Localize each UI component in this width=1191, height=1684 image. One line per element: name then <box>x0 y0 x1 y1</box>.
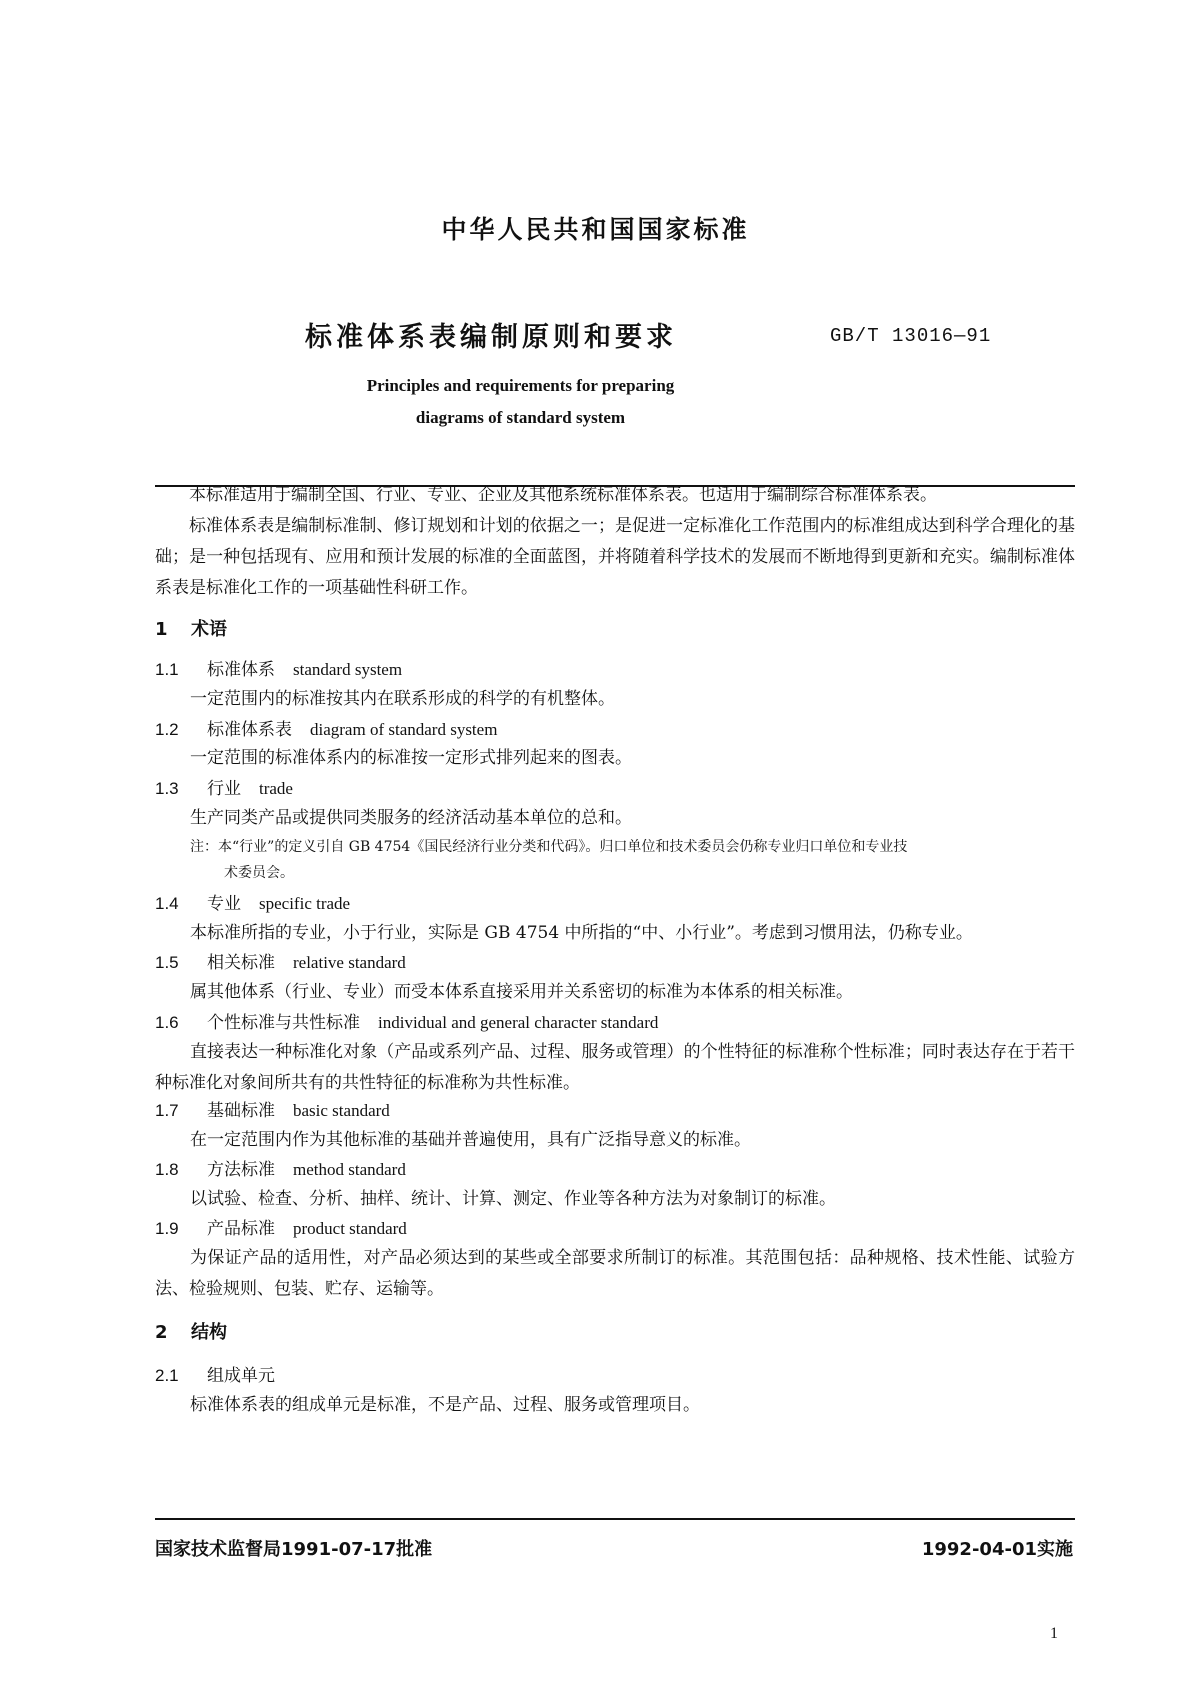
term-definition: 标准体系表的组成单元是标准，不是产品、过程、服务或管理项目。 <box>190 1395 700 1415</box>
term-1-1 <box>155 654 402 686</box>
term-en: method standard <box>293 1160 406 1179</box>
term-number: 1.2 <box>155 720 179 739</box>
note-line-1: 注：本“行业”的定义引自 GB 4754《国民经济行业分类和代码》。归口单位和技术委员会仍称专业归口单位和专业技 <box>190 839 908 855</box>
term-1-6 <box>155 1007 658 1039</box>
english-title-line-1: Principles and requirements for preparing <box>366 376 675 395</box>
term-2-1 <box>155 1360 275 1392</box>
term-zh: 相关标准 <box>207 953 275 973</box>
term-en: specific trade <box>259 894 351 913</box>
section-heading-terms <box>155 615 227 641</box>
national-standard-heading: 中华人民共和国国家标准 <box>441 215 750 244</box>
standard-number: GB/T 13016—91 <box>830 325 992 347</box>
intro-paragraph-1: 本标准适用于编制全国、行业、专业、企业及其他系统标准体系表。也适用于编制综合标准体系表。 <box>189 485 937 505</box>
term-definition: 一定范围内的标准按其内在联系形成的科学的有机整体。 <box>190 689 615 709</box>
page-title: 标准体系表编制原则和要求 <box>305 322 677 353</box>
section-number: 1 <box>155 619 168 640</box>
term-definition: 本标准所指的专业，小于行业，实际是 GB 4754 中所指的“中、小行业”。考虑到习惯用法，仍称专业。 <box>190 923 973 943</box>
term-definition: 一定范围的标准体系内的标准按一定形式排列起来的图表。 <box>190 748 632 768</box>
term-en: basic standard <box>293 1101 390 1120</box>
page-number: 1 <box>1050 1625 1058 1642</box>
term-zh: 组成单元 <box>207 1366 275 1386</box>
section-title: 结构 <box>191 1322 227 1343</box>
term-zh: 基础标准 <box>207 1101 275 1121</box>
term-number: 1.9 <box>155 1219 179 1238</box>
term-definition: 在一定范围内作为其他标准的基础并普遍使用，具有广泛指导意义的标准。 <box>190 1130 751 1150</box>
term-en: relative standard <box>293 953 406 972</box>
term-definition: 为保证产品的适用性，对产品必须达到的某些或全部要求所制订的标准。其范围包括：品种规格、技术性能、试验方法、检验规则、包装、贮存、运输等。 <box>155 1248 1075 1299</box>
term-1-2 <box>155 714 497 746</box>
term-zh: 专业 <box>207 894 241 914</box>
section-title: 术语 <box>191 619 227 640</box>
term-1-5 <box>155 947 406 979</box>
term-en: standard system <box>293 660 403 679</box>
term-number: 2.1 <box>155 1366 179 1385</box>
term-1-4 <box>155 888 350 920</box>
term-definition: 以试验、检查、分析、抽样、统计、计算、测定、作业等各种方法为对象制订的标准。 <box>190 1189 836 1209</box>
term-number: 1.8 <box>155 1160 179 1179</box>
term-en: trade <box>259 779 293 798</box>
term-zh: 方法标准 <box>207 1160 275 1180</box>
term-zh: 标准体系 <box>207 660 275 680</box>
intro-section <box>155 480 1075 604</box>
term-definition: 直接表达一种标准化对象（产品或系列产品、过程、服务或管理）的个性特征的标准称个性标准；同时表达存在于若干种标准化对象间所共有的共性特征的标准称为共性标准。 <box>155 1042 1075 1093</box>
term-en: individual and general character standard <box>378 1013 659 1032</box>
term-note <box>190 834 1075 886</box>
term-number: 1.5 <box>155 953 179 972</box>
term-number: 1.6 <box>155 1013 179 1032</box>
term-1-3 <box>155 773 293 805</box>
term-zh: 产品标准 <box>207 1219 275 1239</box>
term-zh: 个性标准与共性标准 <box>207 1013 360 1033</box>
term-zh: 行业 <box>207 779 241 799</box>
term-number: 1.3 <box>155 779 179 798</box>
term-en: diagram of standard system <box>310 720 498 739</box>
approval-info: 国家技术监督局1991-07-17批准 <box>155 1539 433 1560</box>
term-number: 1.4 <box>155 894 179 913</box>
term-number: 1.1 <box>155 660 179 679</box>
intro-paragraph-2: 标准体系表是编制标准制、修订规划和计划的依据之一；是促进一定标准化工作范围内的标准组成达到科学合理化的基础；是一种包括现有、应用和预计发展的标准的全面蓝图，并将随着科学技术的发展而不断地得到更新和充实。编制标准体系表是标准化工作的一项基础性科研工作。 <box>155 516 1075 598</box>
term-definition: 生产同类产品或提供同类服务的经济活动基本单位的总和。 <box>190 808 632 828</box>
term-1-8 <box>155 1154 406 1186</box>
implementation-date: 1992-04-01实施 <box>921 1539 1073 1560</box>
english-title-line-2: diagrams of standard system <box>415 408 626 427</box>
term-1-7 <box>155 1095 390 1127</box>
term-zh: 标准体系表 <box>207 720 292 740</box>
note-line-2: 术委员会。 <box>224 865 294 881</box>
term-definition: 属其他体系（行业、专业）而受本体系直接采用并关系密切的标准为本体系的相关标准。 <box>190 982 853 1002</box>
section-heading-structure <box>155 1318 227 1344</box>
footer-divider <box>155 1518 1075 1520</box>
term-1-9 <box>155 1213 407 1245</box>
term-en: product standard <box>293 1219 407 1238</box>
section-number: 2 <box>155 1322 168 1343</box>
term-number: 1.7 <box>155 1101 179 1120</box>
